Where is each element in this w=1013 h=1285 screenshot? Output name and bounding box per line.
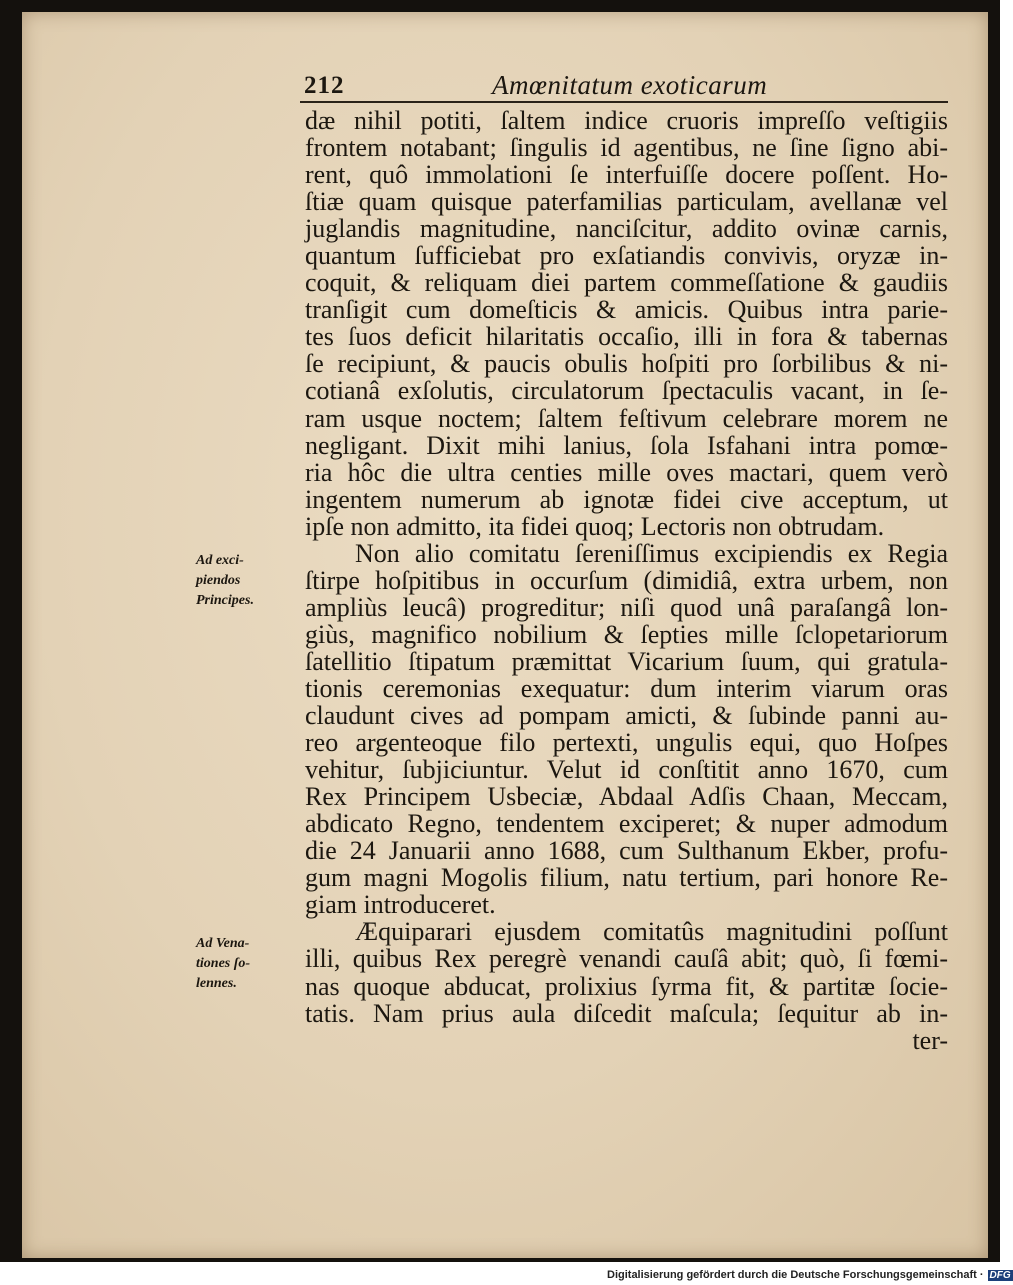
text-line: frontem notabant; ſingulis id agentibus, ne ſine ſigno abi- (305, 133, 948, 163)
text-line: tes ſuos deficit hilaritatis occaſio, illi in fora & tabernas (305, 322, 948, 352)
page-number: 212 (304, 72, 345, 99)
marginal-note-line: Ad exci- (196, 553, 244, 568)
text-line: die 24 Januarii anno 1688, cum Sulthanum Ekber, profu- (305, 836, 948, 866)
text-line: ſtirpe hoſpitibus in occurſum (dimidiâ, extra urbem, non (305, 565, 948, 595)
footer-text: Digitalisierung gefördert durch die Deutsche Forschungsgemeinschaft · (607, 1269, 984, 1281)
text-line: ria hôc die ultra centies mille oves mactari, quem verò (305, 457, 948, 487)
text-line: tatis. Nam prius aula diſcedit maſcula; ſequitur ab in- (305, 998, 948, 1028)
text-line: tranſigit cum domeſticis & amicis. Quibus intra parie- (305, 295, 948, 325)
marginal-note-excipiendos (196, 551, 294, 611)
header-rule (300, 101, 948, 103)
running-header (284, 70, 948, 102)
text-line: ingentem numerum ab ignotæ fidei cive acceptum, ut (305, 484, 948, 514)
footer-credit (607, 1269, 1013, 1281)
text-line: ſe recipiunt, & paucis obulis hoſpiti pro ſorbilibus & ni- (305, 349, 948, 379)
marginal-note-line: piendos (196, 573, 241, 588)
text-line: nas quoque abducat, prolixius ſyrma fit, & partitæ ſocie- (305, 971, 948, 1001)
text-line: dæ nihil potiti, ſaltem indice cruoris impreſſo veſtigiis (305, 106, 948, 135)
text-line: giùs, magnifico nobilium & ſepties mille ſclopetariorum (305, 619, 948, 649)
text-line: Non alio comitatu ſereniſſimus excipiendis ex Regia (355, 538, 948, 568)
text-line: ſtiæ quam quisque paterfamilias particulam, avellanæ vel (305, 187, 948, 217)
text-line: illi, quibus Rex peregrè venandi cauſâ abit; quò, ſi fœmi- (305, 944, 948, 974)
text-line: giam introduceret. (305, 890, 496, 920)
dfg-logo: DFG (989, 1269, 1011, 1281)
text-line: claudunt cives ad pompam amicti, & ſubinde panni au- (305, 701, 948, 731)
text-line: abdicato Regno, tendentem exciperet; & nuper admodum (305, 809, 948, 839)
text-line: reo argenteoque filo pertexti, ungulis equi, quo Hoſpes (305, 728, 948, 758)
running-title: Amœnitatum exoticarum (492, 70, 768, 100)
text-line: ſatellitio ſtipatum præmittat Vicarium ſuum, qui gratula- (305, 646, 948, 676)
text-line: ter- (912, 1025, 948, 1055)
text-line: rent, quô immolationi ſe interfuiſſe docere poſſent. Ho- (305, 160, 948, 190)
text-line: juglandis magnitudine, nanciſcitur, addito ovinæ carnis, (305, 214, 948, 244)
marginal-note-line: tiones ſo- (196, 956, 251, 971)
marginal-note-venationes (196, 934, 294, 994)
text-line: vehitur, ſubjiciuntur. Velut id conſtitit anno 1670, cum (305, 755, 948, 785)
text-line: ampliùs leucâ) progreditur; niſi quod unâ paraſangâ lon- (305, 592, 948, 622)
text-line: ipſe non admitto, ita fidei quoq; Lectoris non obtrudam. (305, 511, 885, 541)
text-line: negligant. Dixit mihi lanius, ſola Isfahani intra pomœ- (305, 430, 948, 460)
text-line: Rex Principem Usbeciæ, Abdaal Adſis Chaan, Meccam, (305, 782, 948, 812)
marginal-note-line: Ad Vena- (196, 936, 250, 951)
text-line: cotianâ exſolutis, circulatorum ſpectaculis vacant, in ſe- (305, 376, 948, 406)
text-line: coquit, & reliquam diei partem commeſſatione & gaudiis (305, 268, 948, 298)
marginal-note-line: Principes. (196, 593, 254, 608)
text-line: gum magni Mogolis filium, natu tertium, pari honore Re- (305, 863, 948, 893)
text-line: Æquiparari ejusdem comitatûs magnitudini poſſunt (355, 917, 948, 947)
text-line: quantum ſufficiebat pro exſatiandis convivis, oryzæ in- (305, 241, 948, 271)
marginal-note-line: lennes. (196, 976, 237, 991)
text-line: tionis ceremonias exequatur: dum interim viarum oras (305, 673, 948, 703)
text-line: ram usque noctem; ſaltem feſtivum celebrare morem ne (305, 403, 948, 433)
body-text (305, 107, 948, 1054)
